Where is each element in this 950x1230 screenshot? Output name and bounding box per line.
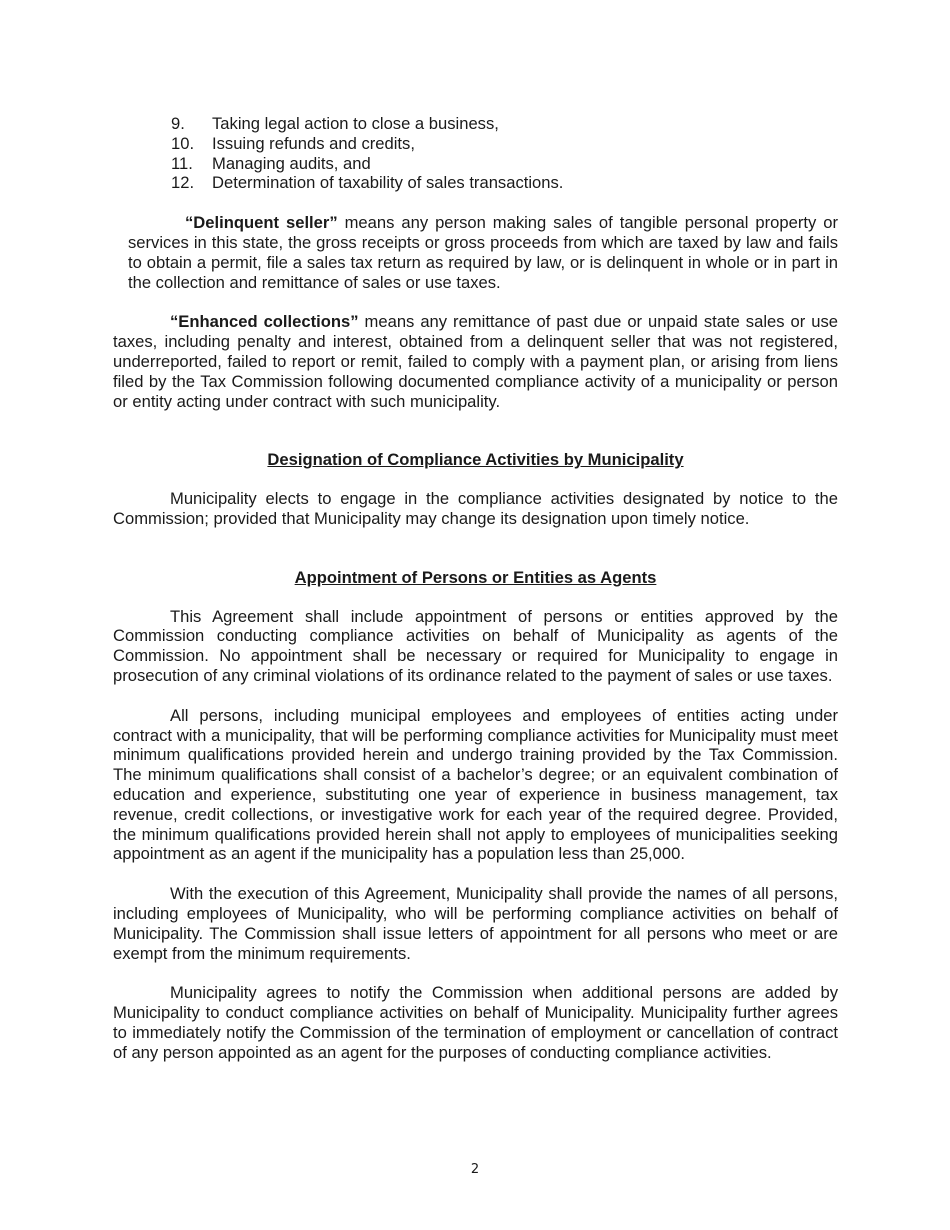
document-page [113,114,838,1062]
list-item-number: 9. [171,114,185,133]
paragraph: With the execution of this Agreement, Municipality shall provide the names of all persons, including employees of Municipality, who will be performing compliance activities on behalf of Municipality. The Commission shall issue letters of appointment for all persons who meet or are exempt from the minimum requirements. [113,884,838,963]
definition-delinquent-seller [128,213,838,292]
list-item-text: Issuing refunds and credits, [212,133,415,153]
list-item-text: Taking legal action to close a business, [212,114,499,133]
section-heading-appointment: Appointment of Persons or Entities as Agents [294,567,657,587]
paragraph: Municipality elects to engage in the compliance activities designated by notice to the Commission; provided that Municipality may change its designation upon timely notice. [113,489,838,528]
list-item [171,114,838,134]
page-number: 2 [470,1162,480,1177]
definition-enhanced-collections [113,312,838,411]
paragraph: All persons, including municipal employees and employees of entities acting under contract with a municipality, that will be performing compliance activities for Municipality must meet minimum qualifications provided herein and undergo training provided by the Tax Commission. The minimum qualifications shall consist of a bachelor’s degree; or an equivalent combination of education and experience, substituting one year of experience in business management, tax revenue, credit collections, or investigative work for each year of the required degree. Provided, the minimum qualifications provided herein shall not apply to employees of municipalities seeking appointment as an agent if the municipality has a population less than 25,000. [113,705,838,864]
list-item [171,154,838,174]
list-item [171,173,838,193]
definition-term: “Enhanced collections” [170,312,359,332]
definition-text: means any person making sales of tangible personal property or services in this state, the gross receipts or gross proceeds from which are taxed by law and fails to obtain a permit, file a sales tax return as required by law, or is delinquent in whole or in part in the collection and remittance of sales or use taxes. [128,213,838,292]
list-item-text: Managing audits, and [212,153,371,173]
list-item-number: 12. [171,173,195,193]
definition-text: means any remittance of past due or unpaid state sales or use taxes, including penalty and interest, obtained from a delinquent seller that was not registered, underreported, failed to report or remit, failed to comply with a payment plan, or arising from liens filed by the Tax Commission following documented compliance activity of a municipality or person or entity acting under contract with such municipality. [113,312,839,411]
paragraph: This Agreement shall include appointment of persons or entities approved by the Commission conducting compliance activities on behalf of Municipality as agents of the Commission. No appointment shall be necessary or required for Municipality to engage in prosecution of any criminal violations of its ordinance related to the payment of sales or use taxes. [113,606,838,685]
list-item [171,134,838,154]
section-heading-designation: Designation of Compliance Activities by Municipality [267,450,684,470]
paragraph: Municipality agrees to notify the Commission when additional persons are added by Municipality to conduct compliance activities on behalf of Municipality. Municipality further agrees to immediately notify the Commission of the termination of employment or cancellation of contract of any person appointed as an agent for the purposes of conducting compliance activities. [113,983,838,1062]
definition-term: “Delinquent seller” [185,213,338,233]
list-item-number: 10. [171,133,195,153]
list-item-number: 11. [171,153,193,173]
numbered-list [171,114,838,193]
list-item-text: Determination of taxability of sales transactions. [212,173,564,193]
